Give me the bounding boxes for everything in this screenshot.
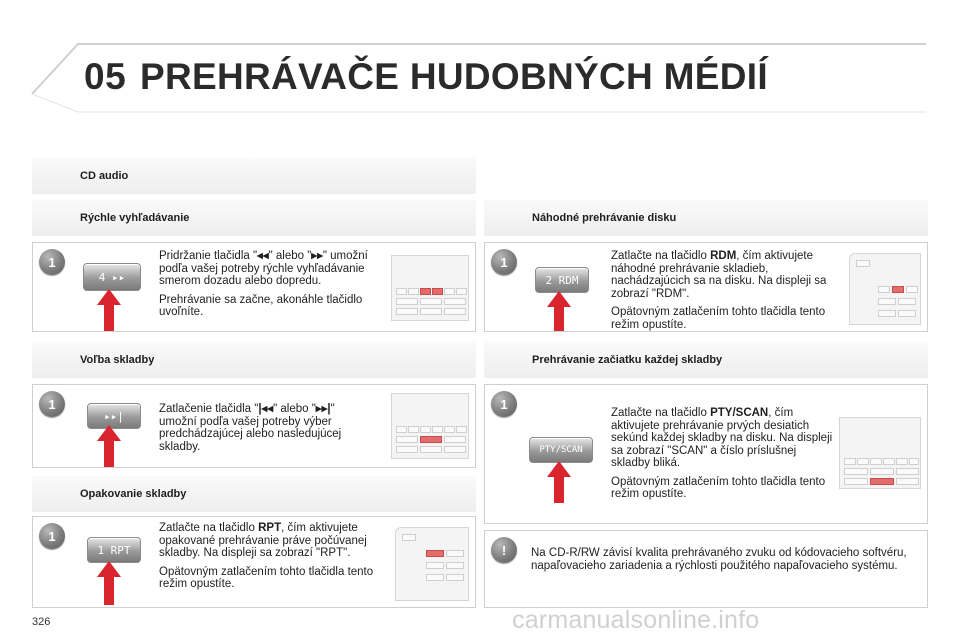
- section-header-scan: [484, 342, 928, 378]
- pty-scan-button-illustration: PTY/SCAN: [529, 437, 593, 463]
- next-track-button-illustration: ▸▸|: [87, 403, 141, 429]
- track-select-text: Zatlačenie tlačidla "|◂◂" alebo "▸▸|" umožní podľa vašej potreby výber predchádzajúcej alebo nasledujúcej skladby.: [159, 403, 342, 453]
- arrow-up-icon: [97, 289, 121, 331]
- radio-illustration: [839, 417, 921, 489]
- fast-search-text: Pridržanie tlačidla "◂◂" alebo "▸▸" umožní podľa vašej potreby rýchle vyhľadávanie smerom dozadu alebo dopredu. Prehrávanie sa začne, akonáhle tlačidlo uvoľníte.: [159, 250, 368, 318]
- section-header-cd-audio: [32, 158, 476, 194]
- scan-text: Zatlačte na tlačidlo PTY/SCAN, čím aktivujete prehrávanie prvých desiatich sekúnd každej skladby na disku. Na displeji sa zobrazí "SCAN" a číslo príslušnej skladby bliká. Opätovným zatlačením tohto tlačidla tento režim opustíte.: [611, 407, 833, 500]
- step-marker: 1: [39, 249, 65, 275]
- arrow-up-icon: [547, 461, 571, 503]
- rdm-button-illustration: 2 RDM: [535, 267, 589, 293]
- section-title: Rýchle vyhľadávanie: [80, 212, 190, 224]
- arrow-up-icon: [97, 425, 121, 467]
- section-title: Opakovanie skladby: [80, 488, 187, 500]
- repeat-text: Zatlačte na tlačidlo RPT, čím aktivujete opakované prehrávanie práve počúvanej skladby. Na displeji sa zobrazí "RPT". Opätovným zatlačením tohto tlačidla tento režim opustíte.: [159, 522, 374, 590]
- arrow-up-icon: [547, 291, 571, 331]
- radio-illustration: [849, 253, 921, 325]
- chapter-number: 05: [84, 56, 127, 97]
- section-title: Prehrávanie začiatku každej skladby: [532, 354, 723, 366]
- section-title: Náhodné prehrávanie disku: [532, 212, 677, 224]
- seek-button-illustration: 4 ▸▸: [83, 263, 141, 291]
- repeat-panel: [32, 516, 476, 608]
- note-panel: [484, 530, 928, 608]
- section-header-track-select: [32, 342, 476, 378]
- fast-search-panel: [32, 242, 476, 332]
- section-title: Voľba skladby: [80, 354, 155, 366]
- arrow-up-icon: [97, 561, 121, 605]
- radio-illustration: [391, 393, 469, 459]
- note-text: Na CD-R/RW závisí kvalita prehrávaného zvuku od kódovacieho softvéru, napaľovacieho zariadenia a rýchlosti použitého napaľovacieho systému.: [531, 547, 907, 572]
- next-track-icon: ▸▸|: [315, 403, 331, 415]
- step-marker: 1: [491, 391, 517, 417]
- section-header-repeat: [32, 476, 476, 512]
- rpt-button-illustration: 1 RPT: [87, 537, 141, 563]
- random-panel: [484, 242, 928, 332]
- forward-icon: ▸▸: [311, 250, 323, 262]
- previous-track-icon: |◂◂: [258, 403, 274, 415]
- section-header-fast-search: [32, 200, 476, 236]
- warning-icon: !: [491, 537, 517, 563]
- section-title: CD audio: [80, 170, 129, 182]
- section-header-random: [484, 200, 928, 236]
- step-marker: 1: [39, 391, 65, 417]
- page-title: PREHRÁVAČE HUDOBNÝCH MÉDIÍ: [140, 56, 768, 97]
- page-number: 326: [32, 616, 51, 628]
- track-select-panel: [32, 384, 476, 468]
- rewind-icon: ◂◂: [257, 250, 269, 262]
- scan-panel: [484, 384, 928, 524]
- radio-illustration: [395, 527, 469, 601]
- radio-illustration: [391, 255, 469, 321]
- step-marker: 1: [39, 523, 65, 549]
- step-marker: 1: [491, 249, 517, 275]
- watermark: carmanualsonline.info: [512, 606, 760, 634]
- random-text: Zatlačte na tlačidlo RDM, čím aktivujete náhodné prehrávanie skladieb, nachádzajúcich sa na disku. Na displeji sa zobrazí "RDM". Opätovným zatlačením tohto tlačidla tento režim opustíte.: [611, 250, 827, 331]
